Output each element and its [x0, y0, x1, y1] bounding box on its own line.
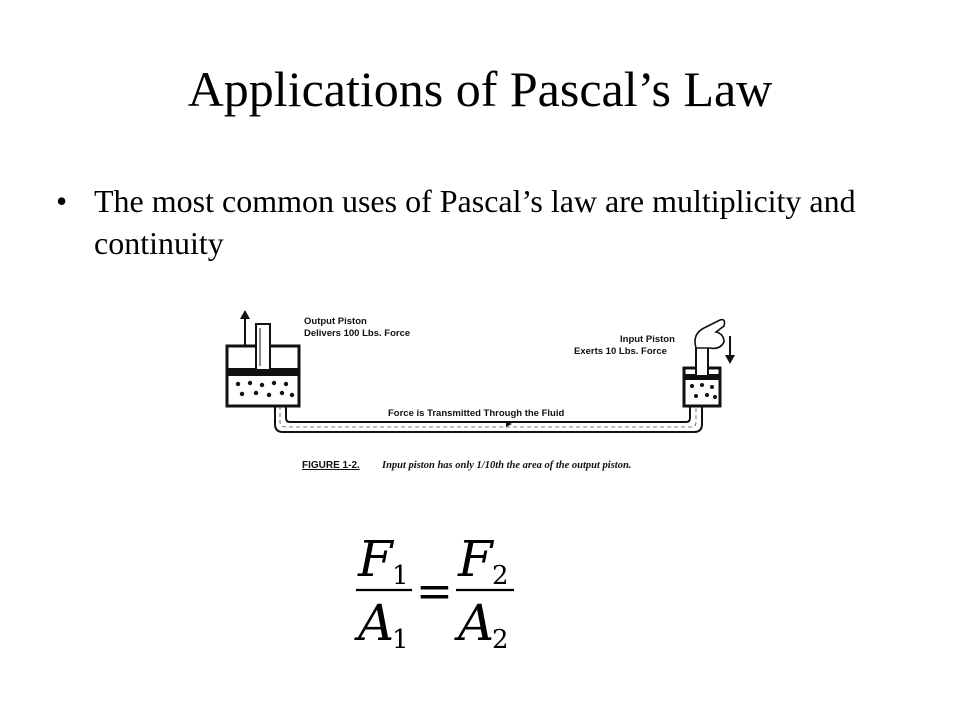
- eq-f1-subscript: 1: [392, 561, 409, 591]
- eq-a2-subscript: 2: [492, 625, 509, 655]
- figure-caption-text: Input piston has only 1/10th the area of the output piston.: [382, 460, 632, 471]
- input-piston-label: Input Piston: [620, 334, 675, 345]
- bullet-text: The most common uses of Pascal’s law are multiplicity and continuity: [94, 183, 856, 261]
- output-cylinder: [227, 310, 299, 406]
- eq-equals-sign: =: [416, 566, 453, 617]
- pascal-equation: [352, 526, 522, 656]
- transmit-label: Force is Transmitted Through the Fluid: [388, 408, 565, 419]
- eq-f2-symbol: F: [458, 530, 493, 588]
- slide-title: Applications of Pascal’s Law: [187, 61, 773, 117]
- bullet-item: [56, 180, 896, 264]
- input-cylinder: [684, 320, 735, 406]
- output-force-label: Delivers 100 Lbs. Force: [304, 328, 411, 339]
- eq-a1-symbol: A: [358, 594, 395, 652]
- hydraulic-diagram: [212, 308, 752, 484]
- eq-f1-symbol: F: [358, 530, 393, 588]
- bullet-list: [56, 180, 896, 264]
- eq-a2-symbol: A: [458, 594, 495, 652]
- figure-caption-lead: FIGURE 1-2.: [302, 460, 360, 471]
- output-piston-label: Output Piston: [304, 316, 367, 327]
- input-force-label: Exerts 10 Lbs. Force: [574, 346, 667, 357]
- eq-a1-subscript: 1: [392, 625, 409, 655]
- hand-icon: [695, 320, 725, 349]
- eq-f2-subscript: 2: [492, 561, 509, 591]
- bullet-marker: •: [56, 183, 68, 219]
